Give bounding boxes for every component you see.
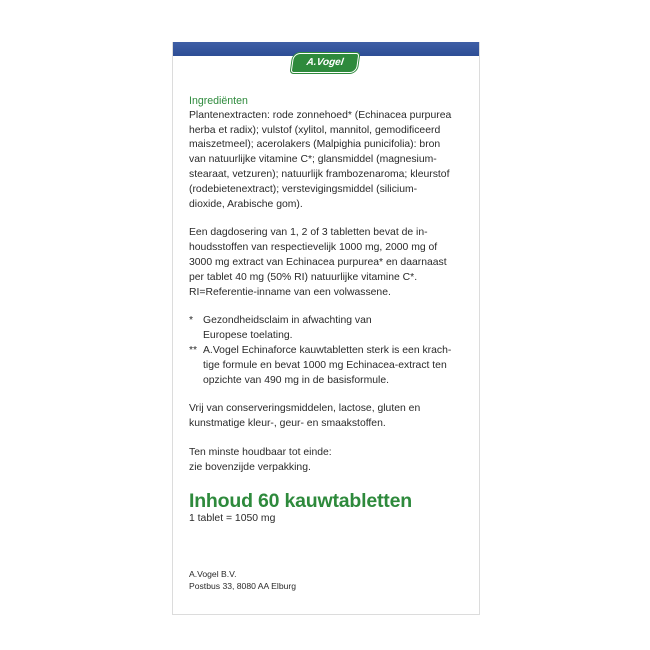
dosage-line: houdsstoffen van respectievelijk 1000 mg, 2000 mg of	[189, 242, 438, 254]
footnote-line: opzichte van 490 mg in de basisformule.	[203, 374, 389, 386]
dosage-text	[189, 226, 469, 300]
ingredients-line: herba et radix); vulstof (xylitol, mannitol, gemodificeerd	[189, 124, 441, 136]
label-text	[189, 94, 469, 526]
footnote-mark: *	[189, 315, 194, 327]
footnote-line: A.Vogel Echinaforce kauwtabletten sterk is een krach-	[203, 344, 452, 356]
dosage-line: Een dagdosering van 1, 2 of 3 tabletten bevat de in-	[189, 227, 428, 239]
footnote-line: Europese toelating.	[203, 330, 293, 342]
free-of-text	[189, 402, 469, 432]
ingredients-line: Plantenextracten: rode zonnehoed* (Echinacea purpurea	[189, 109, 452, 121]
footnote-health-claim	[189, 314, 469, 344]
company-name: A.Vogel B.V.	[189, 569, 237, 579]
ingredients-line: (rodebietenextract); verstevigingsmiddel (silicium-	[189, 183, 418, 195]
free-of-line: kunstmatige kleur-, geur- en smaakstoffen.	[189, 418, 386, 430]
ingredients-line: van natuurlijke vitamine C*; glansmiddel (magnesium-	[189, 154, 437, 166]
footnote-line: Gezondheidsclaim in afwachting van	[203, 315, 372, 327]
footnote-mark: **	[189, 344, 198, 356]
footnote-formula	[189, 344, 469, 388]
footnote-line: tige formule en bevat 1000 mg Echinacea-extract ten	[203, 359, 447, 371]
package-panel	[172, 42, 480, 615]
best-before-text	[189, 446, 469, 476]
contents-title: Inhoud 60 kauwtabletten	[189, 489, 412, 512]
ingredients-heading: Ingrediënten	[189, 95, 248, 107]
dosage-line: per tablet 40 mg (50% RI) natuurlijke vitamine C*.	[189, 271, 418, 283]
dosage-line: 3000 mg extract van Echinacea purpurea* en daarnaast	[189, 256, 447, 268]
dosage-line: RI=Referentie-inname van een volwassene.	[189, 286, 391, 298]
company-address: Postbus 33, 8080 AA Elburg	[189, 581, 297, 591]
brand-logo: A.Vogel	[292, 54, 359, 72]
contents-subtitle: 1 tablet = 1050 mg	[189, 512, 276, 524]
best-before-line: Ten minste houdbaar tot einde:	[189, 446, 332, 458]
ingredients-text	[189, 109, 469, 213]
company-info	[189, 568, 296, 592]
ingredients-line: maiszetmeel); acerolakers (Malpighia punicifolia): bron	[189, 139, 441, 151]
free-of-line: Vrij van conserveringsmiddelen, lactose, gluten en	[189, 403, 421, 415]
ingredients-line: stearaat, vetzuren); natuurlijk frambozenaroma; kleurstof	[189, 168, 450, 180]
best-before-line: zie bovenzijde verpakking.	[189, 461, 311, 473]
ingredients-line: dioxide, Arabische gom).	[189, 198, 303, 210]
